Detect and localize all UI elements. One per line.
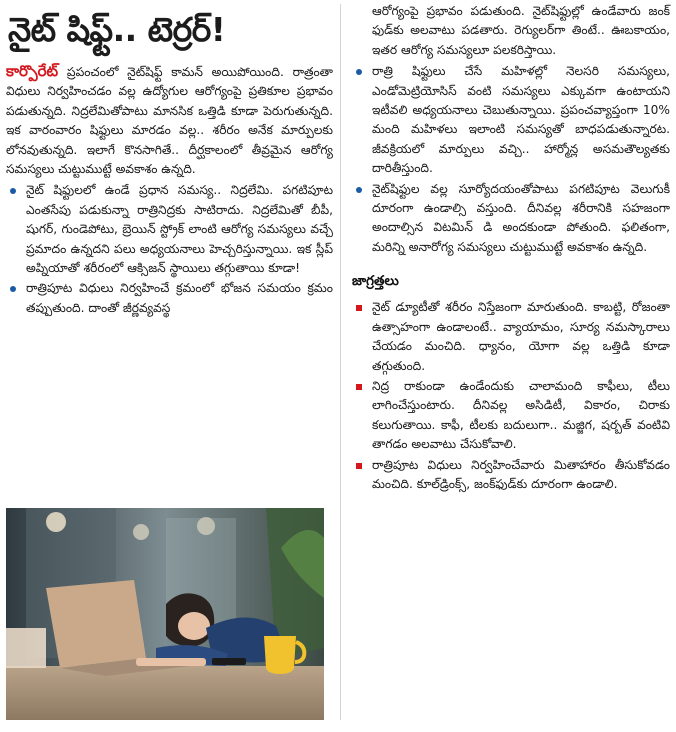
bullet-square-icon bbox=[356, 463, 362, 469]
precaution-text: నిద్ర రాకుండా ఉండేందుకు చాలామంది కాఫీలు, టీలు లాగించేస్తుంటారు. దీనివల్ల అసిడిటీ, వికారం, చిరాకు కలుగుతాయి. కాఫీ, టీలకు బదులుగా.. మజ్జిగ, షర్బత్ వంటివి తాగడం అలవాటు చేసుకోవాలి. bbox=[372, 378, 670, 452]
article-photo bbox=[6, 508, 324, 720]
precaution-text: నైట్ డ్యూటీతో శరీరం నిస్తేజంగా మారుతుంది. కాబట్టి, రోజంతా ఉత్సాహంగా ఉండాలంటే.. వ్యాయామం, సూర్య నమస్కారాలు చేయడం మంచిది. ధ్యానం, యోగా వల్ల ఒత్తిడి కూడా తగ్గుతుంది. bbox=[372, 300, 670, 373]
list-item bbox=[352, 298, 670, 376]
right-column bbox=[352, 2, 670, 495]
point-text: నైట్ షిఫ్టులలో ఉండే ప్రధాన సమస్య.. నిద్రలేమి. పగటిపూట ఎంతసేపు పడుకున్నా రాత్రినిద్రకు సాటిరాదు. నిద్రలేమితో బీపీ, షుగర్, గుండెపోటు, బ్రెయిన్ స్ట్రోక్ లాంటి ఆరోగ్య సమస్యలు వచ్చే ప్రమాదం ఉన్నదని పలు అధ్యయనాలు హెచ్చరిస్తున్నాయి. ఇక స్లీప్ అప్నియాతో శరీరంలో ఆక్సిజన్ స్థాయిలు తగ్గుతాయి కూడా! bbox=[26, 183, 333, 276]
bullet-dot-icon bbox=[10, 286, 16, 292]
bullet-dot-icon bbox=[10, 188, 16, 194]
column-divider bbox=[340, 4, 341, 720]
woman-sleeping-at-laptop-illustration bbox=[6, 508, 324, 720]
intro-paragraph bbox=[6, 62, 333, 179]
list-item bbox=[6, 181, 333, 278]
point-text: నైట్‌షిఫ్టుల వల్ల సూర్యోదయంతోపాటు పగటిపూట వెలుగుకీ దూరంగా ఉండాల్సి వస్తుంది. దీనివల్ల శరీరానికి సహజంగా అందాల్సిన విటమిన్ డి అందకుండా పోతుంది. ఫలితంగా, మరిన్ని అనారోగ్య సమస్యలు చుట్టుముట్టే అవకాశం ఉన్నది. bbox=[372, 181, 670, 254]
precautions-list bbox=[352, 298, 670, 494]
point-text: రాత్రి షిఫ్టులు చేసే మహిళల్లో నెలసరి సమస్యలు, ఎండోమెట్రియోసిస్ వంటి సమస్యలు ఎక్కువగా ఉంటాయని ఇటీవలి అధ్యయనాలు చెబుతున్నాయి. ప్రపంచవ్యాప్తంగా 10% మంది మహిళలు ఇలాంటి సమస్యతో బాధపడుతున్నారట. జీవక్రియలో మార్పులు వచ్చి.. హార్మోన్ల అసమతౌల్యతకు దారితీస్తుంది. bbox=[372, 64, 670, 176]
continuation-paragraph: ఆరోగ్యంపై ప్రభావం పడుతుంది. నైట్‌షిఫ్టుల్లో ఉండేవారు జంక్ ఫుడ్‌కు అలవాటు పడతారు. రెగ్యులర్‌గా తింటే.. ఊబకాయం, ఇతర ఆరోగ్య సమస్యలూ పలకరిస్తాయి. bbox=[372, 4, 670, 57]
bullet-square-icon bbox=[356, 384, 362, 390]
precautions-heading: జాగ్రత్తలు bbox=[352, 273, 399, 290]
bullet-dot-icon bbox=[356, 69, 362, 75]
intro-body: ప్రపంచంలో నైట్‌షిఫ్ట్ కామన్ అయిపోయింది. రాత్రంతా విధులు నిర్వహించడం వల్ల ఉద్యోగుల ఆరోగ్యంపై ప్రతికూల ప్రభావం పడుతున్నది. నిద్రలేమితోపాటు మానసిక ఒత్తిడి కూడా పెరుగుతున్నది. ఇక వారంవారం షిఫ్టులు మారడం వల్ల.. శరీరం అనేక మార్పులకు లోనవుతున్నది. ఇలాగే కొనసాగితే.. దీర్ఘకాలంలో తీవ్రమైన ఆరోగ్య సమస్యలు చుట్టుముట్టే అవకాశం ఉన్నది. bbox=[6, 65, 333, 177]
left-points-list bbox=[6, 181, 333, 318]
point-text: రాత్రిపూట విధులు నిర్వహించే క్రమంలో భోజన సమయం క్రమం తప్పుతుంది. దాంతో జీర్ణవ్యవస్థ bbox=[26, 281, 333, 315]
precaution-text: రాత్రిపూట విధులు నిర్వహించేవారు మితాహారం తీసుకోవడం మంచిది. కూల్‌డ్రింక్స్, జంక్‌ఫుడ్‌కు దూరంగా ఉండాలి. bbox=[372, 457, 670, 491]
list-item bbox=[352, 62, 670, 178]
intro-kicker: కార్పొరేట్ bbox=[6, 62, 59, 80]
bullet-dot-icon bbox=[356, 187, 362, 193]
list-item bbox=[352, 377, 670, 455]
list-item bbox=[6, 279, 333, 318]
left-column bbox=[6, 8, 333, 319]
right-points-list bbox=[352, 62, 670, 257]
bullet-square-icon bbox=[356, 305, 362, 311]
list-item bbox=[352, 180, 670, 258]
article-headline: నైట్ షిఫ్ట్.. టెర్రర్! bbox=[8, 10, 226, 49]
list-item bbox=[352, 456, 670, 495]
